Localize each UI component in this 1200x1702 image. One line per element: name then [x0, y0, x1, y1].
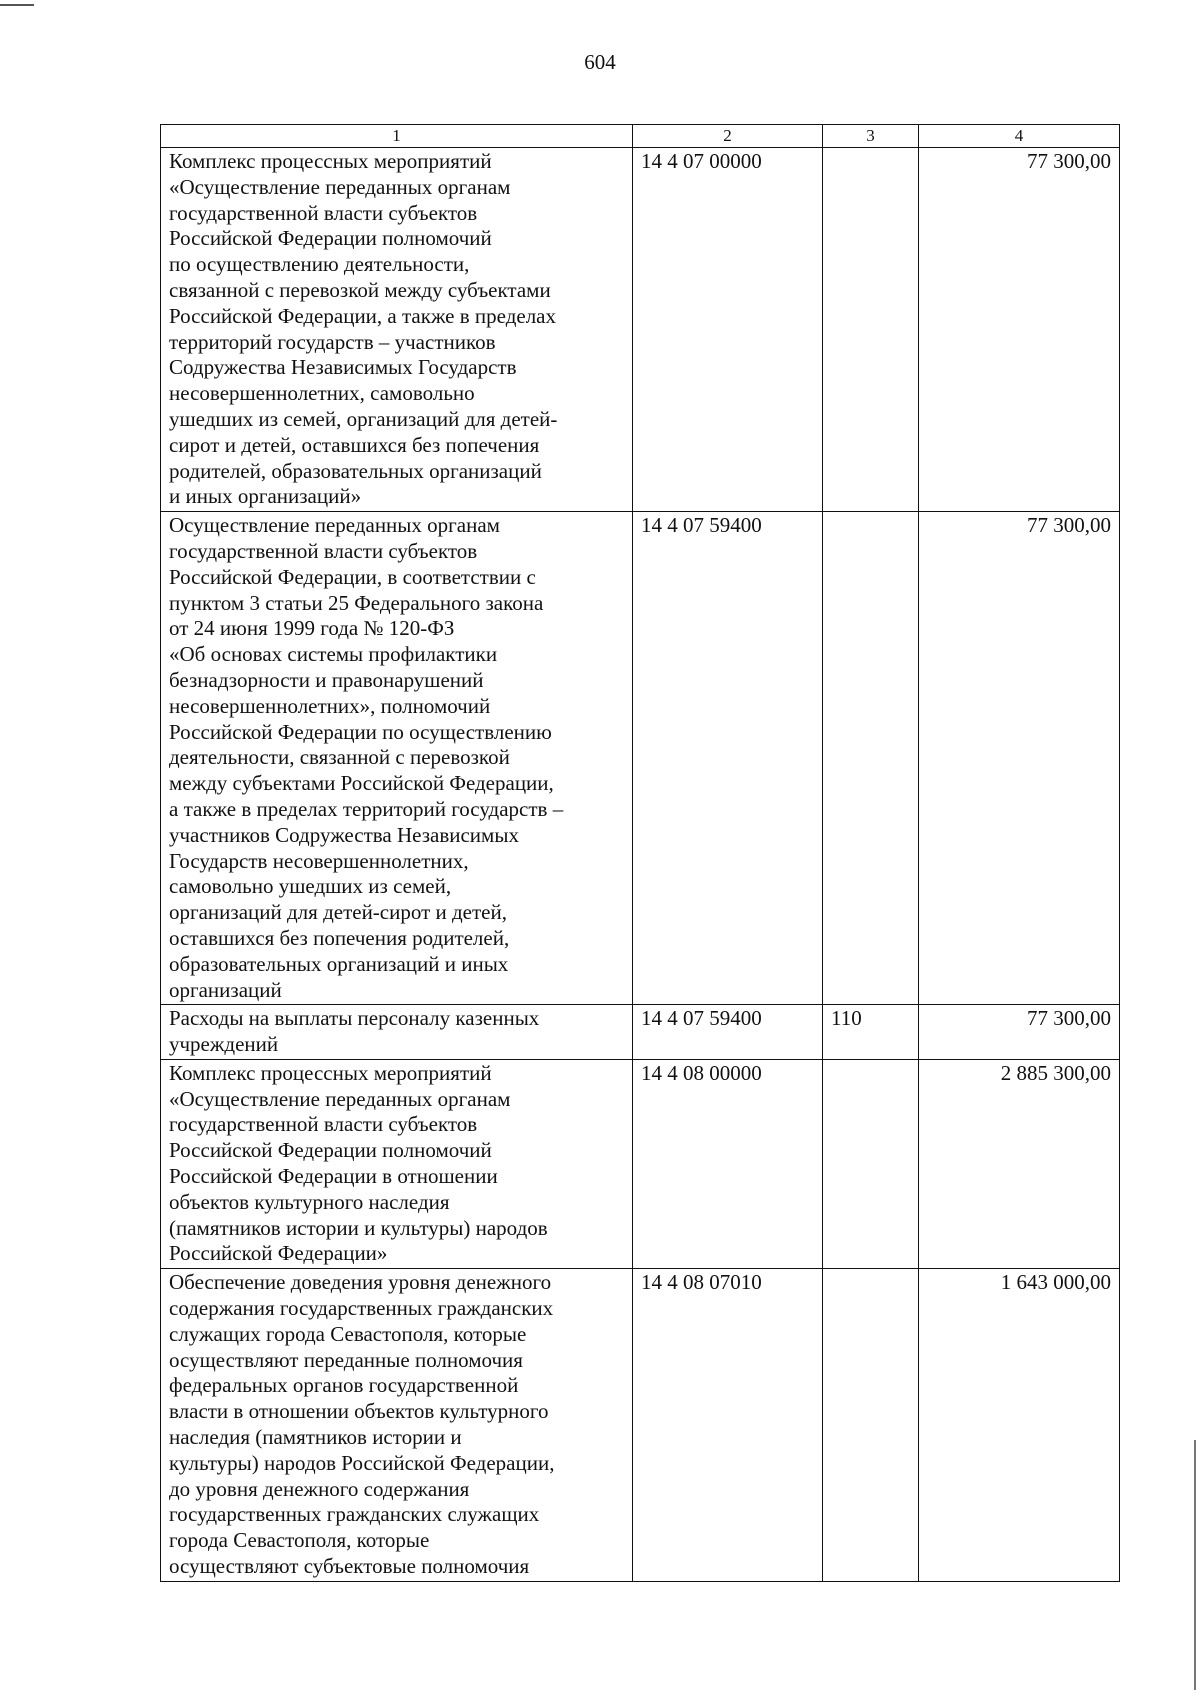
row-expense-type: 110: [823, 1005, 919, 1060]
header-row: [161, 125, 1120, 148]
row-code: 14 4 07 00000: [633, 148, 823, 512]
row-expense-type: [823, 512, 919, 1005]
table-row: [161, 512, 1120, 1005]
table-row: [161, 1059, 1120, 1268]
row-expense-type: [823, 148, 919, 512]
budget-table: [160, 124, 1120, 1582]
table-row: [161, 1269, 1120, 1582]
row-sum: 2 885 300,00: [919, 1059, 1120, 1268]
row-code: 14 4 08 00000: [633, 1059, 823, 1268]
row-sum: 77 300,00: [919, 512, 1120, 1005]
row-code: 14 4 07 59400: [633, 512, 823, 1005]
row-sum: 77 300,00: [919, 1005, 1120, 1060]
table-row: [161, 148, 1120, 512]
row-code: 14 4 07 59400: [633, 1005, 823, 1060]
row-name: Комплекс процессных мероприятий «Осуществление переданных органам государственной власти субъектов Российской Федерации полномочий по осуществлению деятельности, связанной с перевозкой между субъектами Российской Федерации, а также в пределах территорий государств – участников Содружества Независимых Государств несовершеннолетних, самовольно ушедших из семей, организаций для детей- сирот и детей, оставшихся без попечения родителей, образовательных организаций и иных организаций»: [161, 148, 633, 512]
row-code: 14 4 08 07010: [633, 1269, 823, 1582]
table-header: [161, 125, 1120, 148]
row-name: Комплекс процессных мероприятий «Осуществление переданных органам государственной власти субъектов Российской Федерации полномочий Российской Федерации в отношении объектов культурного наследия (памятников истории и культуры) народов Российской Федерации»: [161, 1059, 633, 1268]
table-row: [161, 1005, 1120, 1060]
scan-corner-mark: [0, 4, 34, 6]
page-number: 604: [584, 50, 616, 74]
row-expense-type: [823, 1269, 919, 1582]
row-expense-type: [823, 1059, 919, 1268]
header-col-3: 3: [823, 125, 919, 148]
scan-edge-mark: [1194, 1440, 1196, 1690]
row-name: Осуществление переданных органам государственной власти субъектов Российской Федерации, в соответствии с пунктом 3 статьи 25 Федерального закона от 24 июня 1999 года № 120-ФЗ «Об основах системы профилактики безнадзорности и правонарушений несовершеннолетних», полномочий Российской Федерации по осуществлению деятельности, связанной с перевозкой между субъектами Российской Федерации, а также в пределах территорий государств – участников Содружества Независимых Государств несовершеннолетних, самовольно ушедших из семей, организаций для детей-сирот и детей, оставшихся без попечения родителей, образовательных организаций и иных организаций: [161, 512, 633, 1005]
header-col-1: 1: [161, 125, 633, 148]
row-name: Расходы на выплаты персоналу казенных учреждений: [161, 1005, 633, 1060]
row-sum: 77 300,00: [919, 148, 1120, 512]
row-name: Обеспечение доведения уровня денежного содержания государственных гражданских служащих города Севастополя, которые осуществляют переданные полномочия федеральных органов государственной власти в отношении объектов культурного наследия (памятников истории и культуры) народов Российской Федерации, до уровня денежного содержания государственных гражданских служащих города Севастополя, которые осуществляют субъектовые полномочия: [161, 1269, 633, 1582]
header-col-2: 2: [633, 125, 823, 148]
row-sum: 1 643 000,00: [919, 1269, 1120, 1582]
table-body: [161, 148, 1120, 1582]
header-col-4: 4: [919, 125, 1120, 148]
